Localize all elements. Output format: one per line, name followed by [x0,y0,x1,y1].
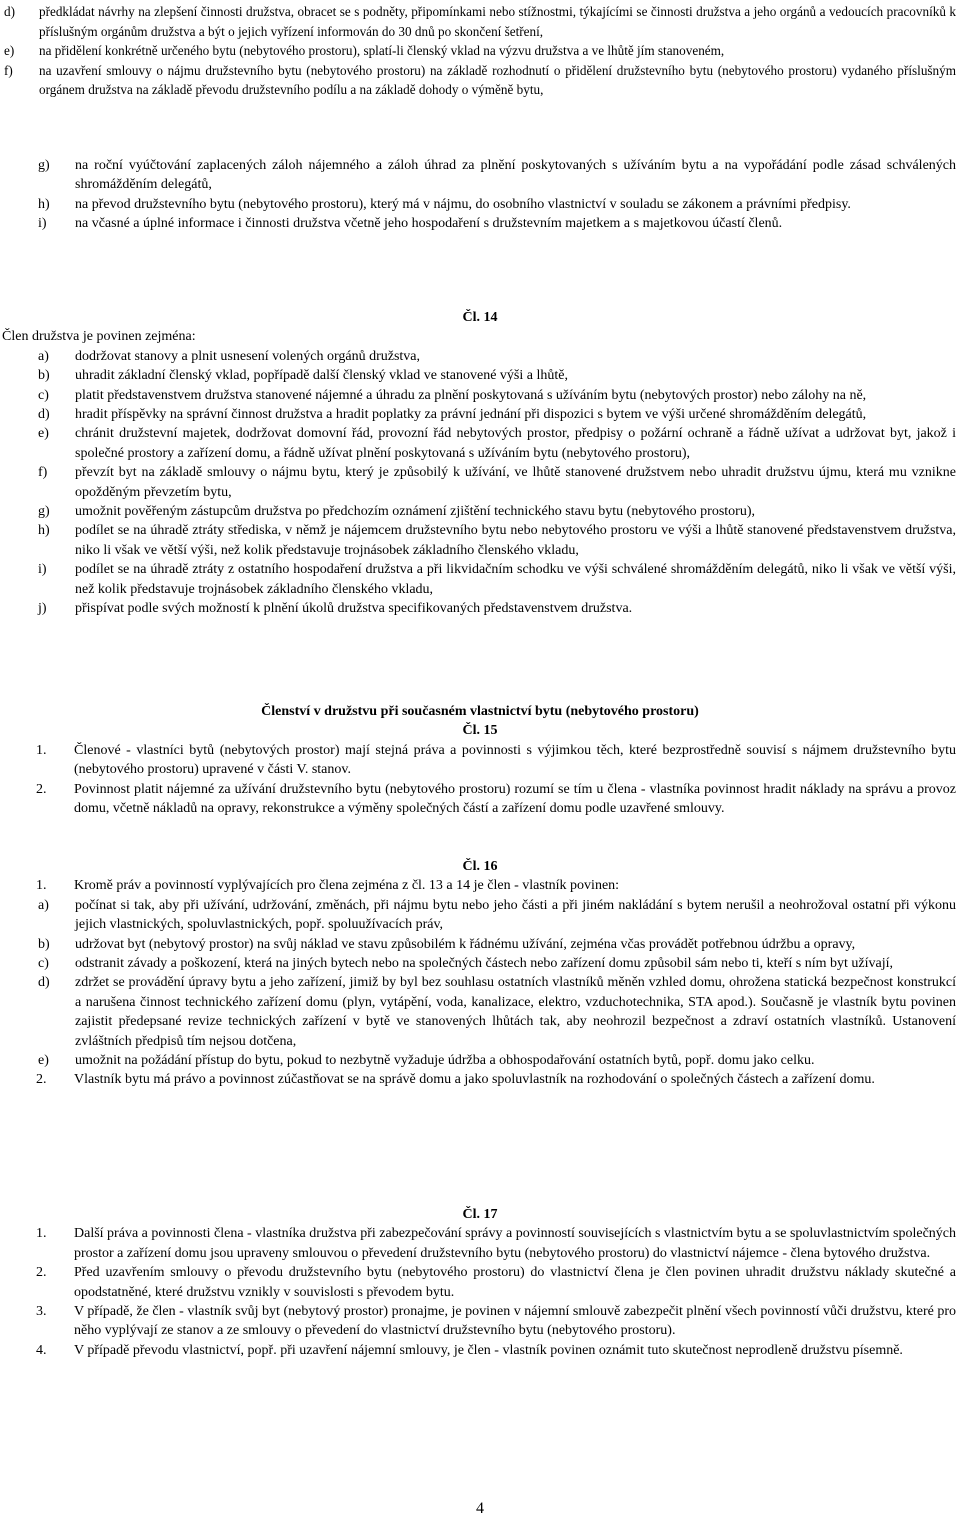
article-13-rights-list [0,2,960,100]
list-item [0,896,960,935]
article-13-rights-list-cont [0,156,960,234]
item-text: umožnit na požádání přístup do bytu, pokud to nezbytně vyžaduje údržba a obhospodařování ostatních bytů, popř. domu jako celku. [75,1053,815,1069]
item-label: i) [38,216,47,232]
item-text: na uzavření smlouvy o nájmu družstevního bytu (nebytového prostoru) na základě rozhodnutí o přidělení družstevního bytu (nebytového prostoru) vydaného příslušným orgánem družstva na základě převodu družstevního podílu a na základě dohody o výměně bytu, [39,62,956,98]
item-label: j) [38,601,47,617]
item-text: dodržovat stanovy a plnit usnesení volených orgánů družstva, [75,348,420,364]
item-label: d) [38,407,50,423]
item-label: f) [38,465,48,481]
item-label: e) [4,43,15,59]
item-label: e) [38,1053,49,1069]
list-item [0,424,960,463]
list-item [0,347,960,366]
list-item [0,599,960,618]
item-text: podílet se na úhradě ztráty z ostatního hospodaření družstva a při likvidačním schodku ve výši schválené shromážděním delegátů, niko li však ve větší výši, než kolik představuje trojnásobek základního členského vkladu, [75,562,956,597]
item-text: přispívat podle svých možností k plnění úkolů družstva specifikovaných představenstvem družstva. [75,601,633,617]
item-text: umožnit pověřeným zástupcům družstva po předchozím oznámení zjištění technického stavu bytu (nebytového prostoru), [75,504,755,520]
item-label: d) [38,975,50,991]
item-label: f) [4,62,13,78]
list-item [0,560,960,599]
item-label: b) [38,936,50,952]
item-label: d) [4,4,15,19]
section-title: Členství v družstvu při současném vlastnictví bytu (nebytového prostoru) [261,704,699,719]
list-item [0,1224,960,1263]
item-label: h) [38,196,50,212]
item-text: uhradit základní členský vklad, popřípadě další členský vklad ve stanovené výši a lhůtě, [75,368,568,384]
item-text: podílet se na úhradě ztráty střediska, v němž je nájemcem družstevního bytu nebo nebytového prostoru ve výši a lhůtě stanovené představenstvem družstva, niko li však ve větší výši, než kolik představuje trojnásobek základního členského vkladu, [75,523,956,558]
page-number: 4 [476,1500,484,1517]
item-text: Další práva a povinnosti člena - vlastníka družstva při zabezpečování správy a povinností souvisejících s vlastnictvím bytu a se spoluvlastnictvím společných prostor a zařízení domu jsou upraveny smlouvou o převedení družstevního bytu (nebytového prostoru) do vlastnictví nájemce - člena bytového družstva. [74,1226,956,1261]
item-label: a) [38,348,49,364]
item-label: c) [38,956,49,972]
list-item [0,386,960,405]
article-17 [0,1205,960,1360]
list-item [0,1302,960,1341]
item-label: 4. [36,1342,47,1358]
item-label: i) [38,562,47,578]
item-text: na převod družstevního bytu (nebytového prostoru), který má v nájmu, do osobního vlastnictví v souladu se zákonem a právními předpisy. [75,196,851,212]
item-text: počínat si tak, aby při užívání, udržování, změnách, při nájmu bytu nebo jeho části a při jiném nakládání s bytem nerušil a neohrožoval ostatní při výkonu jejich vlastnických, spoluvlastnických, popř. spoluužívacích práv, [75,897,956,933]
item-text: předkládat návrhy na zlepšení činnosti družstva, obracet se s podněty, připomínkami nebo stížnostmi, týkajícími se činnosti družstva a jeho orgánů a vedoucích pracovníků k příslušným orgánům družstva a být o jejich vyřízení informován do 30 dnů po skončení šetření, [39,4,956,39]
item-text: zdržet se provádění úpravy bytu a jeho zařízení, jimiž by byl bez souhlasu ostatních vlastníků měněn vzhled domu, ohrožena statická bezpečnost konstrukcí a narušena činnost technického zařízení domu (plyn, vytápění, voda, kanalizace, elektro, vzduchotechnika, STA apod.). Současně je vlastník bytu povinen zajistit předepsané revize technických zařízení v bytě ve stanovených lhůtách tak, aby neohrozil bezpečnost a zdraví ostatních vlastníků. Ustanovení zvláštních předpisů tím nejsou dotčena, [75,975,956,1049]
article-heading: Čl. 16 [462,859,498,874]
item-text: platit představenstvem družstva stanovené nájemné a úhradu za plnění poskytovaná s užíváním bytu (nebytových prostor) nebo zálohy na ně, [75,387,867,403]
list-item [0,195,960,214]
item-label: 3. [36,1304,47,1320]
article-16 [0,857,960,1090]
list-item [0,1263,960,1302]
list-item [0,1341,960,1360]
item-text: V případě, že člen - vlastník svůj byt (nebytový prostor) pronajme, je povinen v nájemní smlouvě zabezpečit plnění všech povinností vůči družstvu, které pro něho vyplývají ze stanov a ze smlouvy o převedení do vlastnictví družstevního bytu (nebytového prostoru). [74,1304,956,1339]
list-item [0,935,960,954]
item-label: a) [38,897,49,913]
item-label: 1. [36,878,47,894]
list-item [0,463,960,502]
article-heading: Čl. 17 [462,1207,498,1222]
article-15 [0,702,960,818]
list-item [0,405,960,424]
item-text: Kromě práv a povinností vyplývajících pro člena zejména z čl. 13 a 14 je člen - vlastník povinen: [74,878,620,894]
item-label: e) [38,426,49,442]
item-text: odstranit závady a poškození, která na jiných bytech nebo na společných částech nebo zařízení domu způsobil sám nebo ti, kteří s ním byt užívají, [75,956,893,972]
list-item [0,366,960,385]
list-item [0,61,960,100]
item-label: g) [38,504,50,520]
article-heading: Čl. 15 [462,723,498,739]
list-item [0,973,960,1051]
item-text: na roční vyúčtování zaplacených záloh nájemného a záloh úhrad za plnění poskytovaných s užíváním bytu a na vypořádání podle zásad schválených shromážděním delegátů, [75,158,956,193]
item-text: V případě převodu vlastnictví, popř. při uzavření nájemní smlouvy, je člen - vlastník povinen oznámit tuto skutečnost neprodleně družstvu písemně. [74,1342,903,1358]
item-label: b) [38,368,50,384]
item-label: 2. [36,1072,47,1088]
item-label: h) [38,523,50,539]
list-item [0,1070,960,1089]
list-item [0,214,960,233]
list-item [0,156,960,195]
item-text: na včasné a úplné informace i činnosti družstva včetně jeho hospodaření s družstevním majetkem a s majetkovou účastí členů. [75,216,783,232]
list-item [0,954,960,973]
item-text: převzít byt na základě smlouvy o nájmu bytu, který je způsobilý k užívání, ve lhůtě stanovené družstvem nebo uhradit družstvu újmu, která mu vznikne opožděným převzetím bytu, [75,465,956,500]
list-item [0,41,960,61]
list-item [0,502,960,521]
item-label: 1. [36,742,47,758]
list-item [0,1051,960,1070]
item-text: Vlastník bytu má právo a povinnost zúčastňovat se na správě domu a jako spoluvlastník na rozhodování o společných částech a zařízení domu. [74,1072,875,1088]
list-item [0,2,960,41]
item-label: 1. [36,1226,47,1242]
item-text: chránit družstevní majetek, dodržovat domovní řád, provozní řád nebytových prostor, předpisy o požární ochraně a řádně užívat a udržovat byt, jakož i společné prostory a zařízení domu, a řádně užívat plnění poskytovaná s užíváním bytu (nebytového prostoru), [75,426,956,461]
item-text: udržovat byt (nebytový prostor) na svůj náklad ve stavu způsobilém k řádnému užívání, zejména včas provádět potřebnou údržbu a opravy, [75,936,856,952]
item-text: Před uzavřením smlouvy o převodu družstevního bytu (nebytového prostoru) do vlastnictví člena je člen povinen uhradit družstvu náklady skutečné a opodstatněné, které družstvu vznikly v souvislosti s převodem bytu. [74,1265,956,1300]
item-text: Povinnost platit nájemné za užívání družstevního bytu (nebytového prostoru) rozumí se tím u člena - vlastníka povinnost hradit náklady na správu a provoz domu, včetně nákladů na opravy, rekonstrukce a výměny společných částí a zařízení domu podle uzavřené smlouvy. [74,781,956,817]
list-item [0,876,960,895]
item-label: c) [38,387,49,403]
item-text: na přidělení konkrétně určeného bytu (nebytového prostoru), splatí-li členský vklad na výzvu družstva a ve lhůtě jím stanoveném, [39,43,725,59]
article-heading: Čl. 14 [462,310,498,325]
article-intro: Člen družstva je povinen zejména: [2,329,196,345]
item-text: Členové - vlastníci bytů (nebytových prostor) mají stejná práva a povinnosti s výjimkou těch, které bezprostředně souvisí s nájmem družstevního bytu (nebytového prostoru) upravené v části V. stanov. [74,742,956,778]
item-label: g) [38,158,50,173]
list-item [0,780,960,819]
list-item [0,741,960,780]
item-text: hradit příspěvky na správní činnost družstva a hradit poplatky za právní jednání při dispozici s bytem ve výši určené shromážděním delegátů, [75,407,867,423]
article-14 [0,308,960,619]
item-label: 2. [36,781,47,797]
item-label: 2. [36,1265,47,1281]
list-item [0,521,960,560]
